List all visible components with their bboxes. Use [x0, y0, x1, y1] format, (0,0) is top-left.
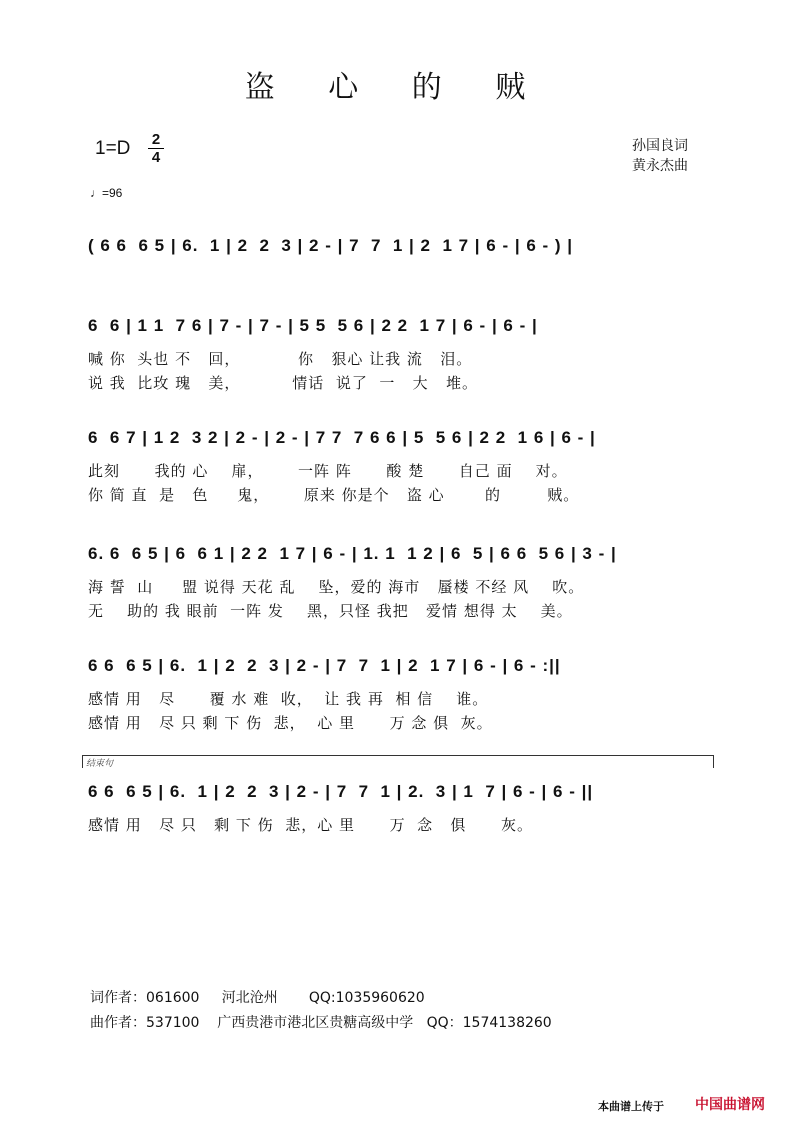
- lyric-text: 感情 用 尽 只 剩 下 伤 悲， 心 里 万 念 俱 灰。: [88, 714, 493, 732]
- note-sequence: ( 6 6 6 5 | 6. 1 | 2 2 3 | 2 - | 7 7 1 | 2 1 7 | 6 - | 6 - ) |: [88, 236, 574, 255]
- lyric-verse-2: [82, 372, 722, 396]
- score-system-1: [82, 312, 722, 396]
- song-title: 盗 心 的 贼: [244, 70, 548, 105]
- lyric-text: 喊 你 头也 不 回， 你 狠心 让我 流 泪。: [88, 350, 473, 368]
- notation-line: [82, 652, 722, 682]
- score-system-intro: [82, 232, 722, 262]
- lyric-text: 海 誓 山 盟 说得 天花 乱 坠，爱的 海市 蜃楼 不经 风 吹。: [88, 578, 585, 596]
- score-system-2: [82, 424, 722, 508]
- lyricist: 孙国良词: [632, 138, 688, 154]
- note-sequence: 6 6 | 1 1 7 6 | 7 - | 7 - | 5 5 5 6 | 2 2 1 7 | 6 - | 6 - |: [88, 316, 538, 335]
- key-signature: 1=D: [95, 138, 131, 159]
- lyric-text: 此刻 我的 心 扉， 一阵 阵 酸 楚 自己 面 对。: [88, 462, 568, 480]
- notation-line: [82, 232, 722, 262]
- tempo-marking: ♩=96: [90, 186, 123, 200]
- composer-contact: 曲作者：537100 广西贵港市港北区贵糖高级中学 QQ：1574138260: [90, 1015, 552, 1031]
- ending-label: 结束句: [86, 759, 114, 769]
- lyric-verse-1: [82, 460, 722, 484]
- time-signature-bottom: 4: [151, 149, 161, 166]
- score-system-ending: [82, 778, 722, 838]
- lyric-verse-1: [82, 688, 722, 712]
- site-logo[interactable]: 中国曲谱网: [695, 1097, 765, 1113]
- lyric-verse-1: [82, 576, 722, 600]
- notation-line: [82, 778, 722, 808]
- lyric-verse-2: [82, 712, 722, 736]
- ending-bracket: [82, 755, 714, 768]
- lyric-text: 无 助的 我 眼前 一阵 发 黑，只怪 我把 爱情 想得 太 美。: [88, 602, 573, 620]
- note-sequence: 6 6 6 5 | 6. 1 | 2 2 3 | 2 - | 7 7 1 | 2 1 7 | 6 - | 6 - :||: [88, 656, 561, 675]
- lyric-text: 感情 用 尽 只 剩 下 伤 悲，心 里 万 念 俱 灰。: [88, 816, 534, 834]
- note-sequence: 6 6 7 | 1 2 3 2 | 2 - | 2 - | 7 7 7 6 6 | 5 5 6 | 2 2 1 6 | 6 - |: [88, 428, 596, 447]
- lyric-verse-2: [82, 600, 722, 624]
- notation-line: [82, 424, 722, 454]
- notation-line: [82, 540, 722, 570]
- time-signature: [148, 132, 164, 165]
- note-sequence: 6. 6 6 5 | 6 6 1 | 2 2 1 7 | 6 - | 1. 1 1 2 | 6 5 | 6 6 5 6 | 3 - |: [88, 544, 617, 563]
- score-system-3: [82, 540, 722, 624]
- lyric-verse-1: [82, 814, 722, 838]
- lyric-text: 你 简 直 是 色 鬼， 原来 你是个 盗 心 的 贼。: [88, 486, 580, 504]
- upload-note: 本曲谱上传于: [598, 1100, 664, 1113]
- lyric-text: 说 我 比玫 瑰 美， 情话 说了 一 大 堆。: [88, 374, 478, 392]
- note-sequence: 6 6 6 5 | 6. 1 | 2 2 3 | 2 - | 7 7 1 | 2. 3 | 1 7 | 6 - | 6 - ||: [88, 782, 594, 801]
- notation-line: [82, 312, 722, 342]
- lyric-verse-1: [82, 348, 722, 372]
- lyricist-contact: 词作者：061600 河北沧州 QQ:1035960620: [90, 990, 425, 1006]
- composer: 黄永杰曲: [632, 158, 688, 174]
- lyric-verse-2: [82, 484, 722, 508]
- score-system-4: [82, 652, 722, 736]
- lyric-text: 感情 用 尽 覆 水 难 收， 让 我 再 相 信 谁。: [88, 690, 489, 708]
- time-signature-top: 2: [151, 131, 161, 148]
